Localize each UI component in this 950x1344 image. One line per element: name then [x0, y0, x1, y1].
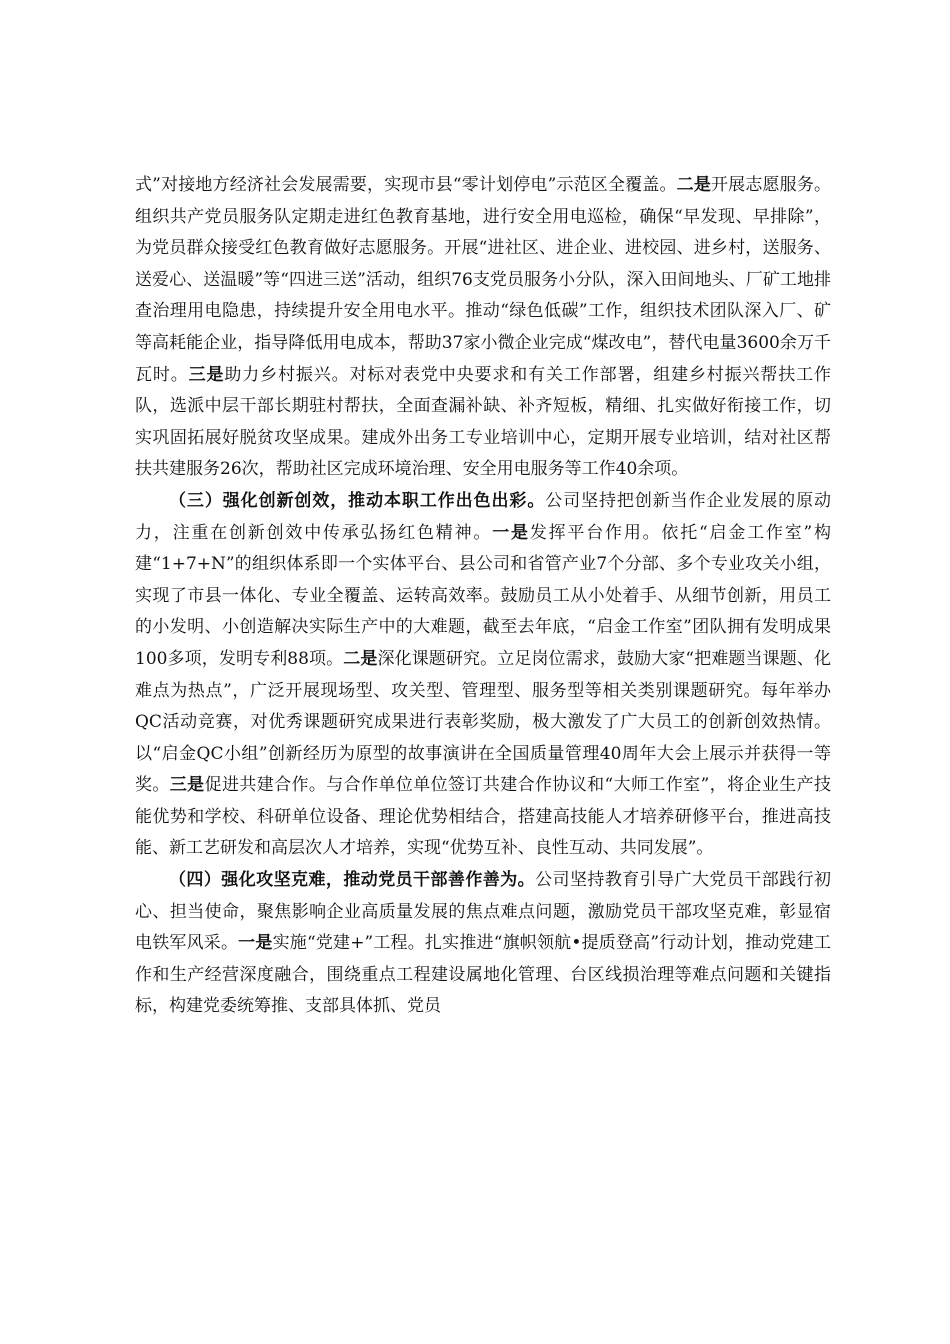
- p2-run-6: 深化课题研究。立足岗位需求，鼓励大家“把难题当课题、化难点为热点”，广泛开展现场型、攻关型、管理型、服务型等相关类别课题研究。每年举办QC活动竞赛，对优秀课题研究成果进行表彰奖励，极大激发了广大员工的创新创效热情。以“启金QC小组”创新经历为原型的故事演讲在全国质量管理40周年大会上展示并获得一等奖。: [135, 648, 831, 796]
- p1-run-4-bold: 三是: [188, 364, 225, 385]
- p2-run-2: 公司坚持把创新当作企业发展的原动力，注重在创新创效中传承弘扬红色精神。: [135, 490, 831, 543]
- paragraph-3: [135, 865, 831, 1023]
- p1-run-1: 式”对接地方经济社会发展需要，实现市县“零计划停电”示范区全覆盖。: [135, 175, 677, 195]
- p2-run-3-bold: 一是: [492, 522, 530, 543]
- p2-heading: （三）强化创新创效，推动本职工作出色出彩。: [169, 490, 546, 511]
- p3-heading: （四）强化攻坚克难，推动党员干部善作善为。: [169, 870, 536, 891]
- paragraph-2: [135, 486, 831, 865]
- p1-run-2-bold: 二是: [676, 175, 711, 195]
- paragraph-1: [135, 170, 831, 486]
- p2-run-8: 促进共建合作。与合作单位单位签订共建合作协议和“大师工作室”，将企业生产技能优势和学校、科研单位设备、理论优势相结合，搭建高技能人才培养研修平台，推进高技能、新工艺研发和高层次人才培养，实现“优势互补、良性互动、共同发展”。: [135, 775, 831, 859]
- document-page: [135, 170, 831, 1023]
- p2-run-4: 发挥平台作用。依托“启金工作室”构建“1+7+N”的组织体系即一个实体平台、县公司和省管产业7个分部、多个专业攻关小组，实现了市县一体化、专业全覆盖、运转高效率。鼓励员工从小处着手、从细节创新，用员工的小发明、小创造解决实际生产中的大难题，截至去年底，“启金工作室”团队拥有发明成果100多项，发明专利88项。: [135, 522, 832, 669]
- p3-run-3-bold: 一是: [238, 933, 273, 954]
- p2-run-5-bold: 二是: [343, 648, 378, 669]
- p2-run-7-bold: 三是: [169, 775, 205, 796]
- p1-run-5: 助力乡村振兴。对标对表党中央要求和有关工作部署，组建乡村振兴帮扶工作队，选派中层干部长期驻村帮扶，全面查漏补缺、补齐短板，精细、扎实做好衔接工作，切实巩固拓展好脱贫攻坚成果。建成外出务工专业培训中心，定期开展专业培训，结对社区帮扶共建服务26次，帮助社区完成环境治理、安全用电服务等工作40余项。: [135, 364, 832, 480]
- p3-run-2: 公司坚持教育引导广大党员干部践行初心、担当使命，聚焦影响企业高质量发展的焦点难点问题，激励党员干部攻坚克难，彰显宿电铁军风采。: [135, 870, 832, 954]
- p1-run-3: 开展志愿服务。组织共产党员服务队定期走进红色教育基地，进行安全用电巡检，确保“早发现、早排除”，为党员群众接受红色教育做好志愿服务。开展“进社区、进企业、进校园、进乡村，送服务、送爱心、送温暖”等“四进三送”活动，组织76支党员服务小分队，深入田间地头、厂矿工地排查治理用电隐患，持续提升安全用电水平。推动“绿色低碳”工作，组织技术团队深入厂、矿等高耗能企业，指导降低用电成本，帮助37家小微企业完成“煤改电”，替代电量3600余万千瓦时。: [135, 175, 832, 385]
- p3-run-4: 实施“党建+”工程。扎实推进“旗帜领航•提质登高”行动计划，推动党建工作和生产经营深度融合，围绕重点工程建设属地化管理、台区线损治理等难点问题和关键指标，构建党委统筹推、支部具体抓、党员: [135, 933, 831, 1017]
